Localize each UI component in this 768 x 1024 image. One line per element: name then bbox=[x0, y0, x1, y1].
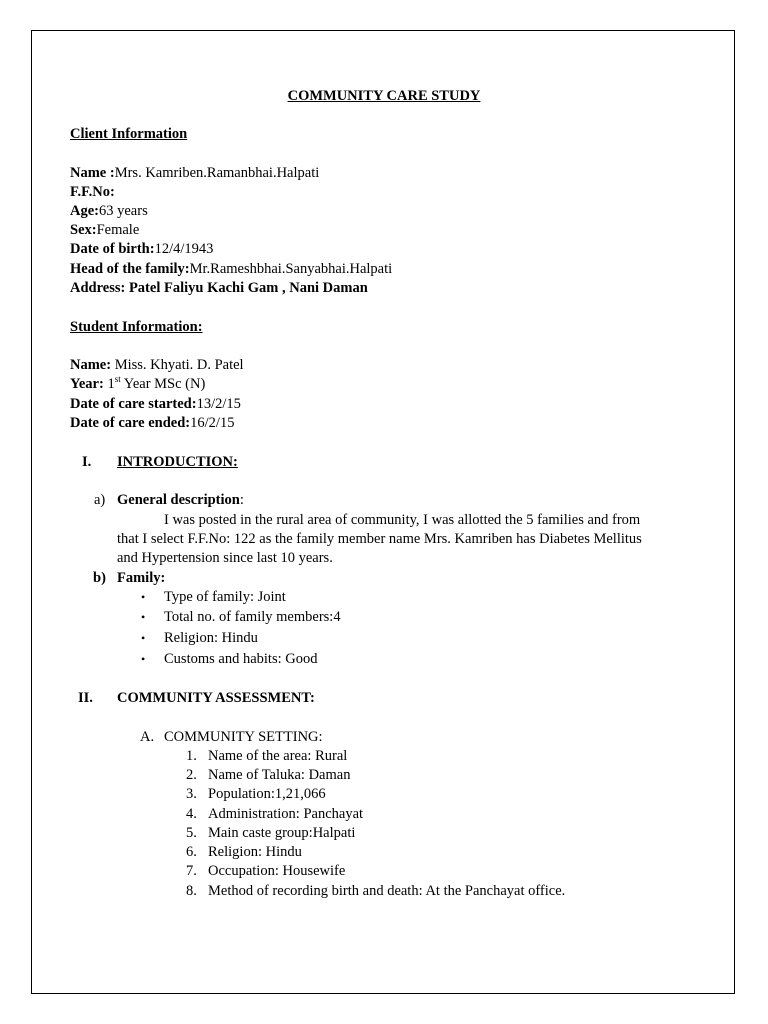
list-marker-a: a) bbox=[94, 492, 106, 508]
field-value: Mrs. Kamriben.Ramanbhai.Halpati bbox=[114, 165, 320, 181]
item-number: 1. bbox=[186, 748, 197, 764]
setting-item: Occupation: Housewife bbox=[208, 863, 346, 879]
section-2-numeral: II. bbox=[78, 690, 93, 706]
setting-item: Method of recording birth and death: At the Panchayat office. bbox=[208, 883, 566, 899]
item-number: 7. bbox=[186, 863, 197, 879]
family-item: Type of family: Joint bbox=[164, 589, 286, 605]
client-age-row bbox=[70, 202, 148, 221]
client-dob-row bbox=[70, 240, 213, 259]
bullet-icon: • bbox=[141, 610, 146, 624]
field-label: Date of birth: bbox=[70, 241, 155, 257]
item-number: 5. bbox=[186, 825, 197, 841]
setting-item: Main caste group:Halpati bbox=[208, 825, 356, 841]
document-title: COMMUNITY CARE STUDY bbox=[287, 88, 481, 104]
client-name-row bbox=[70, 164, 319, 183]
setting-item: Administration: Panchayat bbox=[208, 806, 364, 822]
student-year-row bbox=[70, 375, 205, 394]
field-value: 63 years bbox=[99, 203, 148, 219]
ordinal-suffix: st bbox=[114, 374, 121, 385]
field-label: Name: bbox=[70, 357, 112, 373]
field-label: F.F.No: bbox=[70, 184, 115, 200]
section-1-heading: INTRODUCTION: bbox=[117, 454, 238, 470]
description-line-3: and Hypertension since last 10 years. bbox=[117, 550, 333, 566]
client-info-heading: Client Information bbox=[70, 126, 188, 142]
bullet-icon: • bbox=[141, 631, 146, 645]
item-number: 6. bbox=[186, 844, 197, 860]
list-marker-b: b) bbox=[93, 570, 106, 586]
sub-marker-a: A. bbox=[140, 729, 155, 745]
setting-item: Religion: Hindu bbox=[208, 844, 302, 860]
field-value: Miss. Khyati. D. Patel bbox=[111, 357, 244, 373]
item-number: 8. bbox=[186, 883, 197, 899]
field-label: Age: bbox=[70, 203, 99, 219]
student-name-row bbox=[70, 356, 244, 375]
field-value: 13/2/15 bbox=[196, 396, 241, 412]
subheading-label: General description bbox=[117, 492, 240, 508]
field-label: Head of the family: bbox=[70, 261, 190, 277]
subheading-colon: : bbox=[239, 492, 244, 508]
item-number: 3. bbox=[186, 786, 197, 802]
client-head-row bbox=[70, 260, 392, 279]
setting-item: Population:1,21,066 bbox=[208, 786, 326, 802]
field-label: Year: bbox=[70, 376, 104, 392]
item-number: 2. bbox=[186, 767, 197, 783]
family-item: Religion: Hindu bbox=[164, 630, 258, 646]
community-setting-heading: COMMUNITY SETTING: bbox=[164, 729, 323, 745]
field-label: Date of care ended: bbox=[70, 415, 191, 431]
general-description-heading bbox=[117, 491, 244, 510]
item-number: 4. bbox=[186, 806, 197, 822]
field-value: Mr.Rameshbhai.Sanyabhai.Halpati bbox=[189, 261, 393, 277]
field-value: Female bbox=[96, 222, 140, 238]
student-info-heading: Student Information: bbox=[70, 319, 203, 335]
student-ended-row bbox=[70, 414, 234, 433]
field-value: 16/2/15 bbox=[190, 415, 235, 431]
field-label: Sex: bbox=[70, 222, 97, 238]
field-label: Address: Patel Faliyu Kachi Gam , Nani Daman bbox=[70, 280, 368, 296]
client-sex-row bbox=[70, 221, 139, 240]
section-2-heading: COMMUNITY ASSESSMENT: bbox=[117, 690, 315, 706]
student-started-row bbox=[70, 395, 241, 414]
setting-item: Name of Taluka: Daman bbox=[208, 767, 351, 783]
description-line-1: I was posted in the rural area of community, I was allotted the 5 families and from bbox=[164, 512, 641, 528]
field-value: 1 bbox=[103, 376, 115, 392]
bullet-icon: • bbox=[141, 652, 146, 666]
field-label: Name : bbox=[70, 165, 115, 181]
family-heading: Family: bbox=[117, 570, 166, 586]
field-value: 12/4/1943 bbox=[154, 241, 214, 257]
section-1-numeral: I. bbox=[82, 454, 92, 470]
family-item: Customs and habits: Good bbox=[164, 651, 318, 667]
field-label: Date of care started: bbox=[70, 396, 197, 412]
description-line-2: that I select F.F.No: 122 as the family member name Mrs. Kamriben has Diabetes Mellitus bbox=[117, 531, 642, 547]
family-item: Total no. of family members:4 bbox=[164, 609, 341, 625]
setting-item: Name of the area: Rural bbox=[208, 748, 348, 764]
field-value: Year MSc (N) bbox=[120, 376, 206, 392]
client-address-row bbox=[70, 279, 368, 298]
client-ffno-row bbox=[70, 183, 115, 202]
bullet-icon: • bbox=[141, 590, 146, 604]
